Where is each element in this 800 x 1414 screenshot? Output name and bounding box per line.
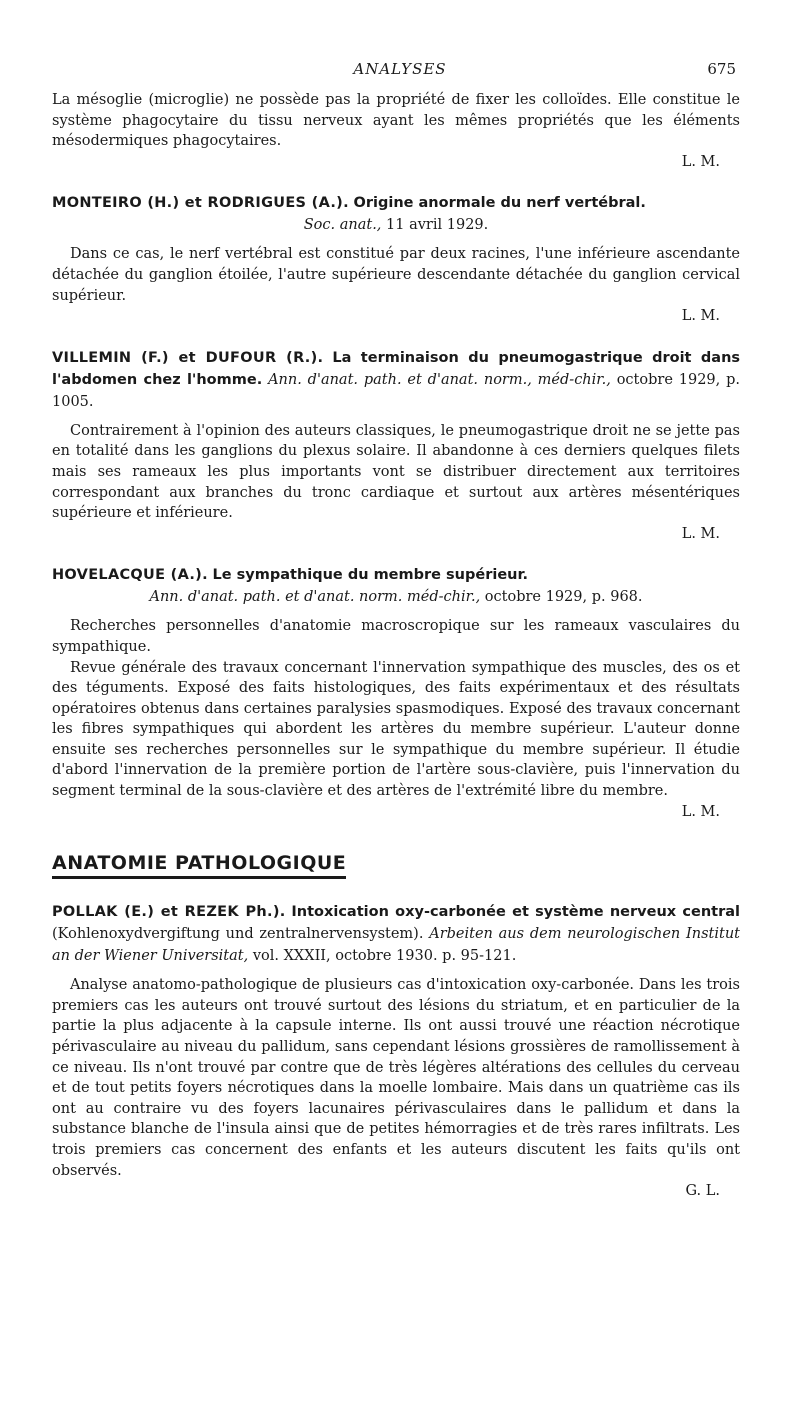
abstract-entry	[52, 564, 740, 822]
entry-ref: vol. XXXII, octobre 1930. p. 95-121.	[252, 948, 517, 965]
entry-body: Revue générale des travaux concernant l'innervation sympathique des muscles, des os et des téguments. Exposé des faits histologiques, des faits expérimentaux et des résultats opératoires obtenus dans certaines paralysies spasmodiques. Exposé des travaux concernant les fibres sympathiques qui abordent les artères du membre supérieur. L'auteur donne ensuite ses recherches personnelles sur le sympathique du membre supérieur. Il étudie d'abord l'innervation de la première portion de l'artère sous-clavière, puis l'innervation du segment terminal de la sous-clavière et des artères de l'extrémité libre du membre.	[52, 659, 740, 800]
entry-authors: MONTEIRO (H.) et RODRIGUES (A.).	[52, 195, 349, 212]
entry-title: La terminaison du pneumogastrique droit dans l'abdomen chez l'homme.	[52, 349, 741, 388]
entry-authors: VILLEMIN (F.) et DUFOUR (R.).	[52, 349, 324, 366]
page-content	[52, 90, 740, 1202]
citation-source	[52, 586, 740, 608]
entry-title: Le sympathique du membre supérieur.	[212, 567, 529, 584]
entry-ref: octobre 1929, p. 968.	[484, 589, 643, 606]
citation	[52, 192, 740, 236]
entry-signature: G. L.	[685, 1183, 720, 1200]
entry-authors: POLLAK (E.) et REZEK Ph.).	[52, 904, 286, 921]
entry-signature: L. M.	[681, 803, 720, 820]
running-title: ANALYSES	[353, 60, 447, 78]
entry-ref: 11 avril 1929.	[386, 217, 489, 234]
entry-body: Analyse anatomo-pathologique de plusieurs cas d'intoxication oxy-carbonée. Dans les trois premiers cas les auteurs ont trouvé surtout des lésions du striatum, et en particulier de la partie la plus adjacente à la capsule interne. Ils ont aussi trouvé une réaction nécrotique périvasculaire au niveau du pallidum, sans cependant lésions grossières de ramollissement à ce niveau. Ils n'ont trouvé par contre que de très légères altérations des cellules du cerveau et de tout petits foyers nécrotiques dans la moelle lombaire. Mais dans un quatrième cas ils ont au contraire vu des foyers lacunaires périvasculaires dans le pallidum et dans la substance blanche de l'insula ainsi que de petites hémorragies et de très rares infiltrats. Les trois premiers cas concernent des enfants et les auteurs discutent les faits qu'ils ont observés.	[52, 977, 740, 1179]
citation	[52, 347, 740, 413]
entry-signature: L. M.	[681, 308, 720, 325]
entry-title: Origine anormale du nerf vertébral.	[353, 195, 646, 212]
entry-body: Contrairement à l'opinion des auteurs classiques, le pneumogastrique droit ne se jette pas en totalité dans les ganglions du plexus solaire. Il abandonne à ces derniers quelques filets mais ses rameaux les plus importants vont se distribuer directement aux territoires correspondant aux branches du tronc cardiaque et surtout aux artères mésentériques supérieure et inférieure.	[52, 422, 740, 522]
entry-body: Dans ce cas, le nerf vertébral est constitué par deux racines, l'une inférieure ascendante détachée du ganglion étoilée, l'autre supérieure descendante détachée du ganglion cervical supérieur.	[52, 246, 740, 304]
entry-body: Recherches personnelles d'anatomie macroscropique sur les rameaux vasculaires du sympathique.	[52, 618, 740, 655]
entry-ref: octobre 1929, p. 1005.	[52, 371, 741, 410]
entry-journal: Ann. d'anat. path. et d'anat. norm. méd-chir.,	[149, 589, 481, 606]
citation	[52, 564, 740, 608]
page-number: 675	[707, 60, 736, 78]
entry-journal: Ann. d'anat. path. et d'anat. norm., méd-chir.,	[268, 371, 611, 388]
intro-signature: L. M.	[681, 153, 720, 170]
entry-journal: Soc. anat.,	[303, 217, 382, 234]
entry-signature: L. M.	[681, 525, 720, 542]
intro-paragraph: La mésoglie (microglie) ne possède pas la propriété de fixer les colloïdes. Elle constitue le système phagocytaire du tissu nerveux ayant les mêmes propriétés que les éléments mésodermiques phagocytaires.	[52, 92, 740, 150]
section-heading: ANATOMIE PATHOLOGIQUE	[52, 852, 346, 879]
entry-authors: HOVELACQUE (A.).	[52, 567, 208, 584]
entry-subtitle: (Kohlenoxydvergiftung und zentralnervensystem).	[52, 926, 424, 943]
entry-title: Intoxication oxy-carbonée et système nerveux central	[291, 904, 740, 921]
abstract-entry	[52, 192, 740, 326]
page-header	[0, 60, 800, 84]
citation-source	[52, 214, 740, 236]
citation	[52, 901, 740, 967]
entry-journal: Arbeiten aus dem neurologischen Institut an der Wiener Universitat,	[52, 926, 741, 965]
abstract-entry	[52, 347, 740, 545]
abstract-entry	[52, 901, 740, 1202]
